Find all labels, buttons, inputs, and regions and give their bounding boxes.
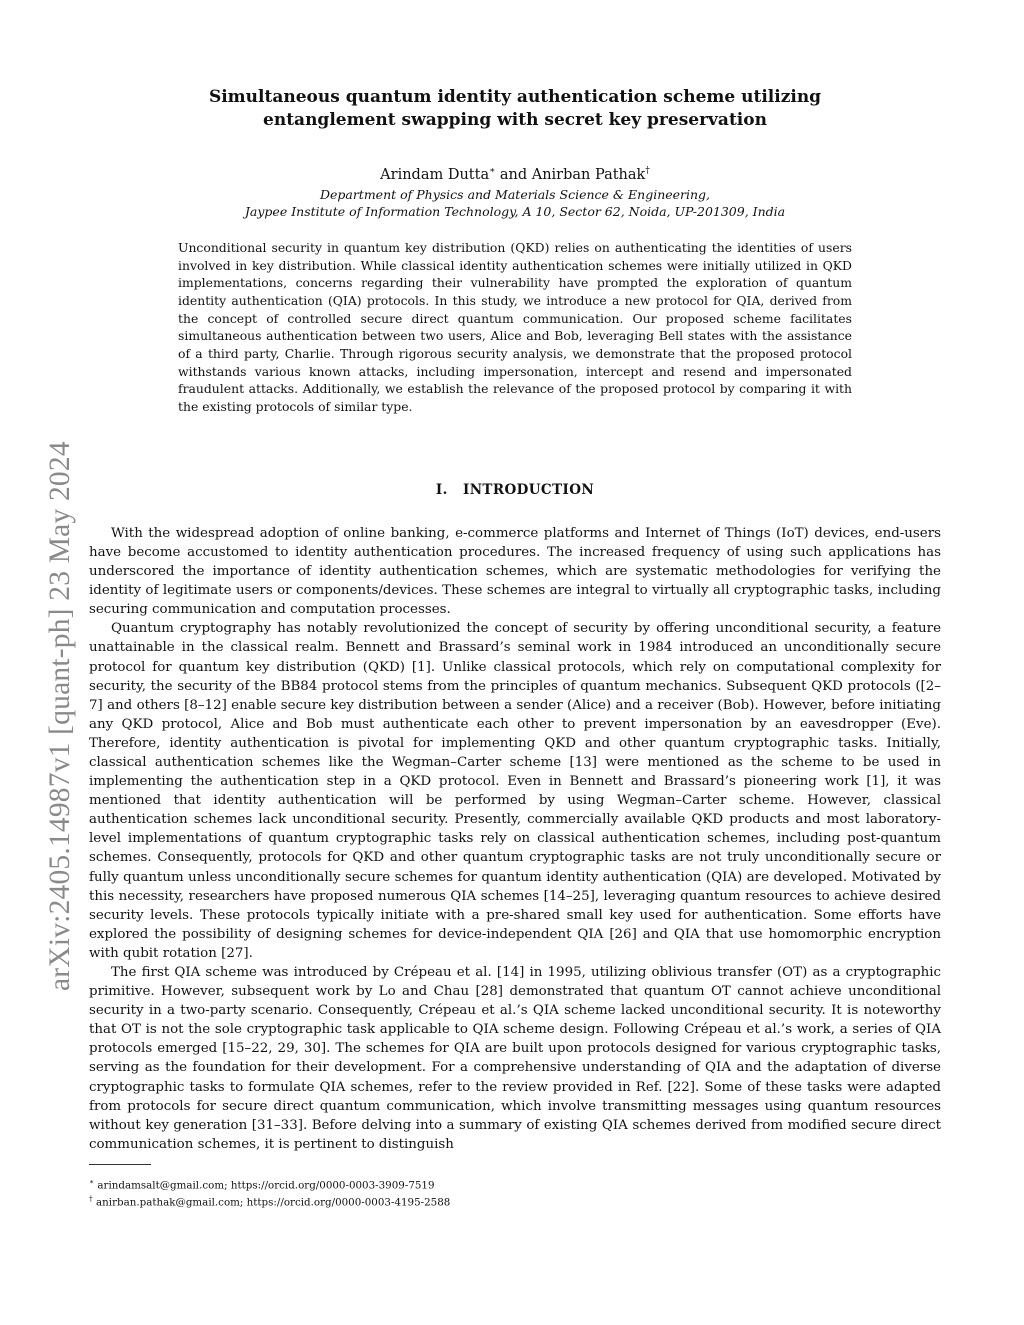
author-name: Arindam Dutta (380, 166, 490, 183)
arxiv-identifier-stamp: arXiv:2405.14987v1 [quant-ph] 23 May 2024 (44, 441, 76, 991)
author-name: Anirban Pathak (531, 166, 646, 183)
body-text (89, 524, 941, 1154)
paragraph: The first QIA scheme was introduced by Crépeau et al. [14] in 1995, utilizing oblivious transfer (OT) as a cryptographic primitive. However, subsequent work by Lo and Chau [28] demonstrated that quantum OT cannot achieve unconditional security in a two-party scenario. Consequently, Crépeau et al.’s QIA scheme lacked unconditional security. It is noteworthy that OT is not the sole cryptographic task applicable to QIA scheme design. Following Crépeau et al.’s work, a series of QIA protocols emerged [15–22, 29, 30]. The schemes for QIA are built upon protocols designed for various cryptographic tasks, serving as the foundation for their development. For a comprehensive understanding of QIA and the adaptation of diverse cryptographic tasks to formulate QIA schemes, refer to the review provided in Ref. [22]. Some of these tasks were adapted from protocols for secure direct quantum communication, which involve transmitting messages using quantum resources without key generation [31–33]. Before delving into a summary of existing QIA schemes derived from modified secure direct communication schemes, it is pertinent to distinguish (89, 965, 941, 1152)
affiliation-line: Department of Physics and Materials Science & Engineering, (319, 186, 711, 202)
footnotes (89, 1175, 941, 1210)
footnote-text: anirban.pathak@gmail.com; https://orcid.org/0000-0003-4195-2588 (96, 1196, 451, 1209)
author-footnote-mark: † (645, 166, 650, 176)
footnote (89, 1175, 941, 1192)
author-footnote-mark: ∗ (489, 166, 496, 176)
footnote-mark: † (89, 1194, 93, 1204)
affiliation (89, 186, 941, 220)
paper-title: Simultaneous quantum identity authentication scheme utilizing entanglement swapping with secret key preservation (208, 87, 822, 130)
affiliation-line: Jaypee Institute of Information Technology, A 10, Sector 62, Noida, UP-201309, India (244, 203, 786, 219)
paragraph: Quantum cryptography has notably revolutionized the concept of security by offering unconditional security, a feature unattainable in the classical realm. Bennett and Brassard’s seminal work in 1984 introduced an unconditionally secure protocol for quantum key distribution (QKD) [1]. Unlike classical protocols, which rely on computational complexity for security, the security of the BB84 protocol stems from the principles of quantum mechanics. Subsequent QKD protocols ([2–7] and others [8–12] enable secure key distribution between a sender (Alice) and a receiver (Bob). However, before initiating any QKD protocol, Alice and Bob must authenticate each other to prevent impersonation by an eavesdropper (Eve). Therefore, identity authentication is pivotal for implementing QKD and other quantum cryptographic tasks. Initially, classical authentication schemes like the Wegman–Carter scheme [13] were mentioned as the scheme to be used in implementing the authentication step in a QKD protocol. Even in Bennett and Brassard’s pioneering work [1], it was mentioned that identity authentication will be performed by using Wegman–Carter scheme. However, classical authentication schemes lack unconditional security. Presently, commercially available QKD products and most laboratory-level implementations of quantum cryptographic tasks rely on classical authentication schemes, including post-quantum schemes. Consequently, protocols for QKD and other quantum cryptographic tasks are not truly unconditionally secure or fully quantum unless unconditionally secure schemes for quantum identity authentication (QIA) are developed. Motivated by this necessity, researchers have proposed numerous QIA schemes [14–25], leveraging quantum resources to achieve desired security levels. These protocols typically initiate with a pre-shared small key used for authentication. Some efforts have explored the possibility of designing schemes for device-independent QIA [26] and QIA that use homomorphic encryption with qubit rotation [27]. (89, 621, 941, 961)
abstract: Unconditional security in quantum key distribution (QKD) relies on authenticating the identities of users involved in key distribution. While classical identity authentication schemes were initially utilized in QKD implementations, concerns regarding their vulnerability have prompted the exploration of quantum identity authentication (QIA) protocols. In this study, we introduce a new protocol for QIA, derived from the concept of controlled secure direct quantum communication. Our proposed scheme facilitates simultaneous authentication between two users, Alice and Bob, leveraging Bell states with the assistance of a third party, Charlie. Through rigorous security analysis, we demonstrate that the proposed protocol withstands various known attacks, including impersonation, intercept and resend and impersonated fraudulent attacks. Additionally, we establish the relevance of the proposed protocol by comparing it with the existing protocols of similar type. (178, 239, 852, 415)
footnote-text: arindamsalt@gmail.com; https://orcid.org/0000-0003-3909-7519 (97, 1179, 435, 1192)
section-heading: I. INTRODUCTION (435, 481, 595, 498)
paragraph: With the widespread adoption of online banking, e-commerce platforms and Internet of Things (IoT) devices, end-users have become accustomed to identity authentication procedures. The increased frequency of using such applications has underscored the importance of identity authentication schemes, which are systematic methodologies for verifying the identity of legitimate users or components/devices. These schemes are integral to virtually all cryptographic tasks, including securing communication and computation processes. (89, 525, 941, 618)
paper-page (89, 86, 941, 1210)
footnote-mark: ∗ (89, 1176, 95, 1186)
author-line (89, 162, 941, 184)
author-separator: and (495, 166, 532, 183)
footnote-divider (89, 1164, 151, 1165)
footnote (89, 1192, 941, 1209)
